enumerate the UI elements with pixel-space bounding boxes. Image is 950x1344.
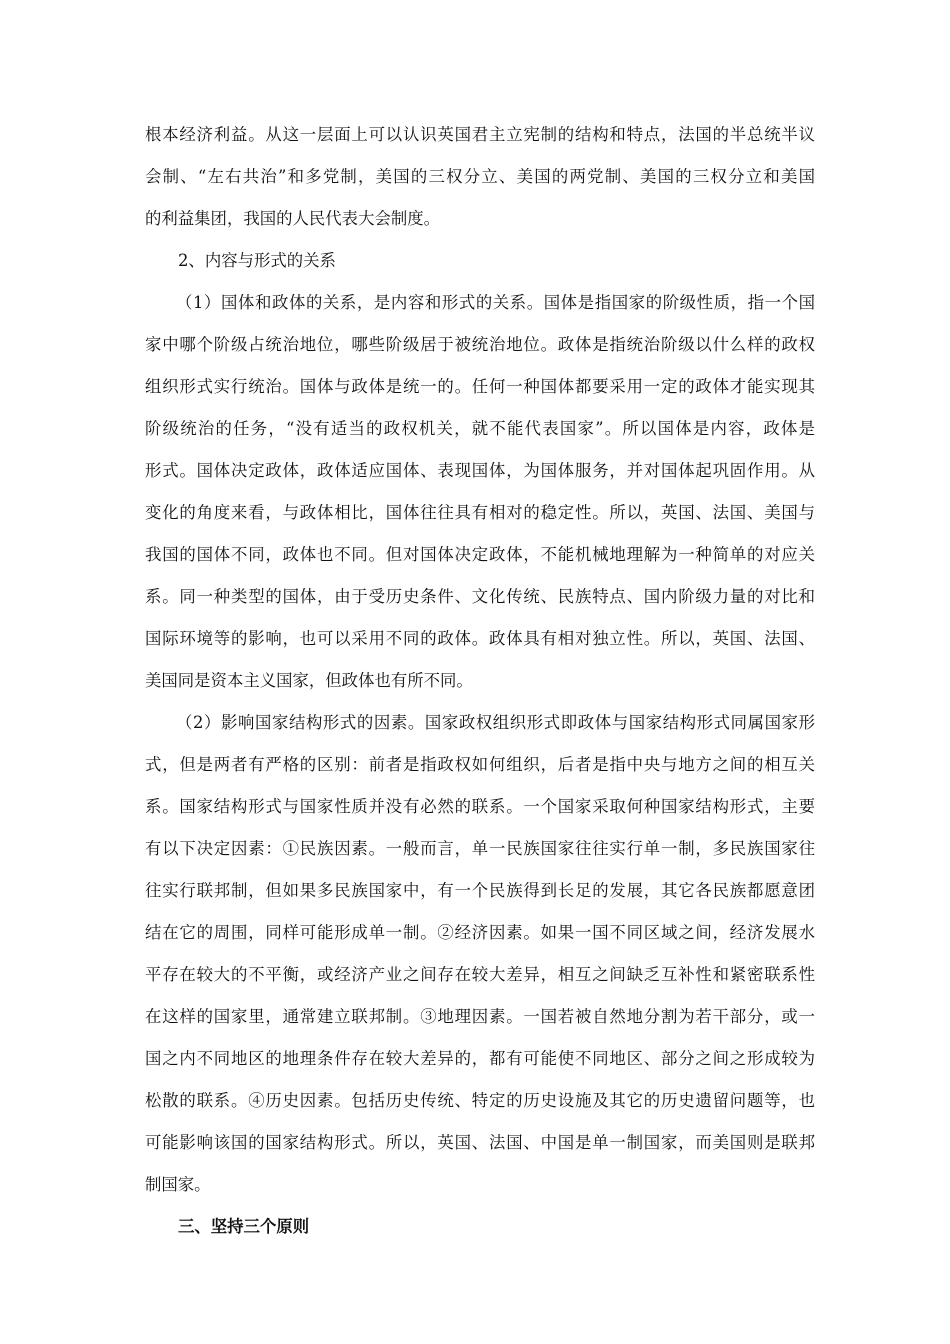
paragraph-line: 制国家。	[145, 1175, 211, 1194]
paragraph-line: 往实行联邦制，但如果多民族国家中，有一个民族得到长足的发展，其它各民族都愿意团	[145, 881, 815, 900]
paragraph-line: 结在它的周围，同样可能形成单一制。②经济因素。如果一国不同区域之间，经济发展水	[145, 923, 815, 942]
paragraph-line: 阶级统治的任务，“没有适当的政权机关，就不能代表国家”。所以国体是内容，政体是	[145, 419, 815, 438]
paragraph-line: 松散的联系。④历史因素。包括历史传统、特定的历史设施及其它的历史遗留问题等，也	[145, 1091, 815, 1110]
paragraph-line: 会制、“左右共治”和多党制，美国的三权分立、美国的两党制、美国的三权分立和美国	[145, 167, 815, 186]
paragraph-line: 国之内不同地区的地理条件存在较大差异的，都有可能使不同地区、部分之间之形成较为	[145, 1049, 815, 1068]
paragraph-line: 在这样的国家里，通常建立联邦制。③地理因素。一国若被自然地分割为若干部分，或一	[145, 1007, 815, 1026]
paragraph-line: 可能影响该国的国家结构形式。所以，英国、法国、中国是单一制国家，而美国则是联邦	[145, 1133, 815, 1152]
paragraph-line: 式，但是两者有严格的区别：前者是指政权如何组织，后者是指中央与地方之间的相互关	[145, 755, 815, 774]
paragraph-line: 系。同一种类型的国体，由于受历史条件、文化传统、民族特点、国内阶级力量的对比和	[145, 587, 815, 606]
section-heading: 三、坚持三个原则	[178, 1217, 310, 1236]
paragraph-line: （1）国体和政体的关系，是内容和形式的关系。国体是指国家的阶级性质，指一个国	[176, 293, 815, 312]
paragraph-line: 国际环境等的影响，也可以采用不同的政体。政体具有相对独立性。所以，英国、法国、	[145, 629, 815, 648]
paragraph-line: 组织形式实行统治。国体与政体是统一的。任何一种国体都要采用一定的政体才能实现其	[145, 377, 815, 396]
paragraph-line: 形式。国体决定政体，政体适应国体、表现国体，为国体服务，并对国体起巩固作用。从	[145, 461, 815, 480]
paragraph-line: 有以下决定因素：①民族因素。一般而言，单一民族国家往往实行单一制，多民族国家往	[145, 839, 815, 858]
paragraph-line: 家中哪个阶级占统治地位，哪些阶级居于被统治地位。政体是指统治阶级以什么样的政权	[145, 335, 815, 354]
paragraph-line: 平存在较大的不平衡，或经济产业之间存在较大差异，相互之间缺乏互补性和紧密联系性	[145, 965, 815, 984]
paragraph-line: 变化的角度来看，与政体相比，国体往往具有相对的稳定性。所以，英国、法国、美国与	[145, 503, 815, 522]
paragraph-line: 我国的国体不同，政体也不同。但对国体决定政体，不能机械地理解为一种简单的对应关	[145, 545, 815, 564]
paragraph-line: 的利益集团，我国的人民代表大会制度。	[145, 209, 441, 228]
paragraph-line: 美国同是资本主义国家，但政体也有所不同。	[145, 671, 473, 690]
paragraph-line: 系。国家结构形式与国家性质并没有必然的联系。一个国家采取何种国家结构形式，主要	[145, 797, 815, 816]
paragraph-line: （2）影响国家结构形式的因素。国家政权组织形式即政体与国家结构形式同属国家形	[176, 713, 815, 732]
paragraph-line: 根本经济利益。从这一层面上可以认识英国君主立宪制的结构和特点，法国的半总统半议	[145, 125, 815, 144]
section-subtitle: 2、内容与形式的关系	[178, 251, 336, 270]
